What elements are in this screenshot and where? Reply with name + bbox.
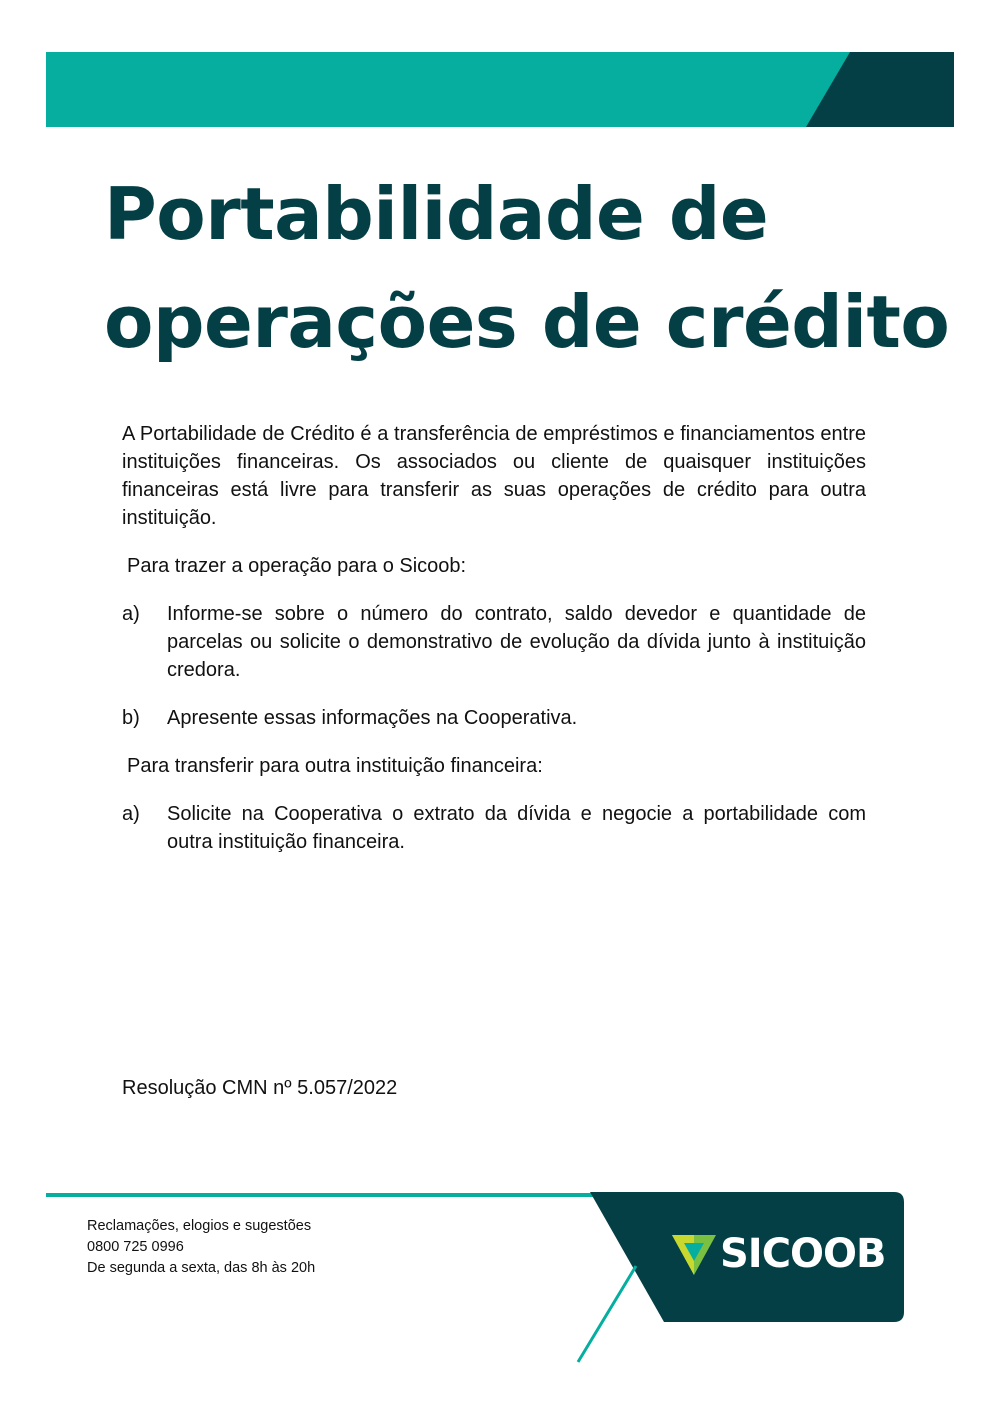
list-item-text: Apresente essas informações na Cooperativa.	[167, 707, 578, 729]
list-marker: a)	[122, 603, 140, 625]
logo-wordmark: SICOOB	[720, 1231, 886, 1277]
list-marker: b)	[122, 707, 140, 729]
footer-phone[interactable]: 0800 725 0996	[87, 1239, 184, 1255]
list-marker: a)	[122, 803, 140, 825]
list-item	[122, 600, 866, 684]
main-content	[122, 420, 866, 876]
page-title-line-1: Portabilidade de	[104, 172, 769, 256]
list-item	[122, 800, 866, 856]
list-item-text: Solicite na Cooperativa o extrato da dívida e negocie a portabilidade com outra instituição financeira.	[167, 803, 866, 853]
header-banner	[46, 52, 954, 127]
section-heading-bring-to-sicoob: Para trazer a operação para o Sicoob:	[127, 555, 467, 577]
intro-paragraph: A Portabilidade de Crédito é a transferência de empréstimos e financiamentos entre instituições financeiras. Os associados ou cliente de quaisquer instituições financeiras está livre para transferir as suas operações de crédito para outra instituição.	[122, 423, 866, 529]
section-heading-transfer-out: Para transferir para outra instituição financeira:	[127, 755, 543, 777]
list-item-text: Informe-se sobre o número do contrato, saldo devedor e quantidade de parcelas ou solicite o demonstrativo de evolução da dívida junto à instituição credora.	[167, 603, 866, 681]
sicoob-logo	[670, 1230, 886, 1278]
footer-hours: De segunda a sexta, das 8h às 20h	[87, 1260, 316, 1276]
footer-contact	[87, 1216, 315, 1279]
header-banner-graphic	[46, 52, 954, 127]
resolution-reference: Resolução CMN nº 5.057/2022	[122, 1077, 398, 1099]
page-title-line-2: operações de crédito	[104, 280, 950, 364]
list-item	[122, 704, 866, 732]
page-title	[104, 160, 950, 376]
sicoob-chevron-icon	[670, 1231, 718, 1277]
footer-contact-heading: Reclamações, elogios e sugestões	[87, 1218, 312, 1234]
